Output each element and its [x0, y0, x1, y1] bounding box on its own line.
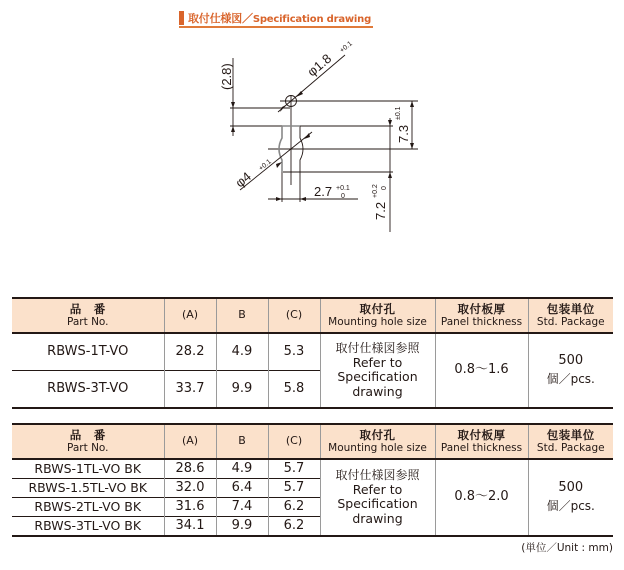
- label-slot-length-tol-zero: 0: [381, 186, 388, 190]
- label-slot-length-tol-plus: +0.2: [372, 184, 379, 198]
- label-phi-large-tol: +0.1: [257, 158, 273, 173]
- label-slot-width-tol-zero: 0: [341, 193, 345, 200]
- table-header-row: [12, 424, 613, 459]
- dim-c: 6.2: [268, 498, 320, 517]
- col-b: B: [216, 298, 268, 333]
- dim-a: 32.0: [164, 479, 216, 498]
- part-no: RBWS-2TL-VO BK: [12, 498, 164, 517]
- dim-b: 4.9: [216, 459, 268, 479]
- label-slot-width: 2.7: [314, 184, 333, 199]
- title-en: Specification drawing: [252, 14, 372, 25]
- label-phi-small-tol: +0.1: [338, 40, 354, 55]
- label-center-distance: 7.3: [396, 124, 411, 143]
- label-slot-width-tol-plus: +0.1: [336, 185, 350, 192]
- part-no: RBWS-1T-VO: [12, 333, 164, 371]
- label-center-distance-tol: ±0.1: [395, 106, 402, 120]
- dim-b: 9.9: [216, 517, 268, 537]
- dim-c: 5.7: [268, 459, 320, 479]
- dim-c: 5.3: [268, 333, 320, 371]
- col-part-no: 品 番 Part No.: [12, 298, 164, 333]
- table-header-row: [12, 298, 613, 333]
- dim-c: 5.8: [268, 371, 320, 409]
- col-b: B: [216, 424, 268, 459]
- col-panel-thickness: 取付板厚 Panel thickness: [435, 424, 528, 459]
- col-mounting-hole: 取付孔 Mounting hole size: [320, 298, 435, 333]
- part-no: RBWS-1TL-VO BK: [12, 459, 164, 479]
- col-a: (A): [164, 424, 216, 459]
- spec-table-2: [12, 423, 613, 537]
- table-row: [12, 459, 613, 479]
- part-no: RBWS-3TL-VO BK: [12, 517, 164, 537]
- table-row: [12, 333, 613, 371]
- std-package-cell: 500 個／pcs.: [528, 333, 613, 408]
- mounting-hole-cell: 取付仕様図参照 Refer to Specification drawing: [320, 459, 435, 536]
- part-no: RBWS-3T-VO: [12, 371, 164, 409]
- title-jp: 取付仕様図: [188, 12, 242, 25]
- title-marker: [179, 11, 184, 25]
- col-std-package: 包装単位 Std. Package: [528, 424, 613, 459]
- mounting-hole-diagram: [200, 40, 430, 240]
- title-separator: ／: [242, 12, 253, 25]
- col-mounting-hole: 取付孔 Mounting hole size: [320, 424, 435, 459]
- dim-a: 34.1: [164, 517, 216, 537]
- col-c: (C): [268, 424, 320, 459]
- mounting-hole-cell: 取付仕様図参照 Refer to Specification drawing: [320, 333, 435, 408]
- col-std-package: 包装単位 Std. Package: [528, 298, 613, 333]
- unit-note: (単位／Unit : mm): [521, 542, 613, 554]
- label-offset: (2.8): [219, 63, 234, 90]
- col-part-no: 品 番 Part No.: [12, 424, 164, 459]
- dim-a: 31.6: [164, 498, 216, 517]
- dim-a: 33.7: [164, 371, 216, 409]
- dim-b: 9.9: [216, 371, 268, 409]
- std-package-cell: 500 個／pcs.: [528, 459, 613, 536]
- panel-thickness-cell: 0.8～2.0: [435, 459, 528, 536]
- col-panel-thickness: 取付板厚 Panel thickness: [435, 298, 528, 333]
- dim-b: 4.9: [216, 333, 268, 371]
- label-phi-small: φ1.8: [304, 50, 335, 80]
- dim-c: 6.2: [268, 517, 320, 537]
- dim-a: 28.6: [164, 459, 216, 479]
- specification-drawing: [200, 40, 430, 240]
- dim-c: 5.7: [268, 479, 320, 498]
- col-a: (A): [164, 298, 216, 333]
- dim-a: 28.2: [164, 333, 216, 371]
- dim-b: 6.4: [216, 479, 268, 498]
- dim-b: 7.4: [216, 498, 268, 517]
- panel-thickness-cell: 0.8～1.6: [435, 333, 528, 408]
- label-phi-large: φ4: [232, 168, 254, 191]
- col-c: (C): [268, 298, 320, 333]
- label-slot-length: 7.2: [373, 201, 388, 220]
- section-title: [179, 10, 373, 28]
- section-title-text: [188, 10, 371, 26]
- part-no: RBWS-1.5TL-VO BK: [12, 479, 164, 498]
- spec-table-1: [12, 297, 613, 409]
